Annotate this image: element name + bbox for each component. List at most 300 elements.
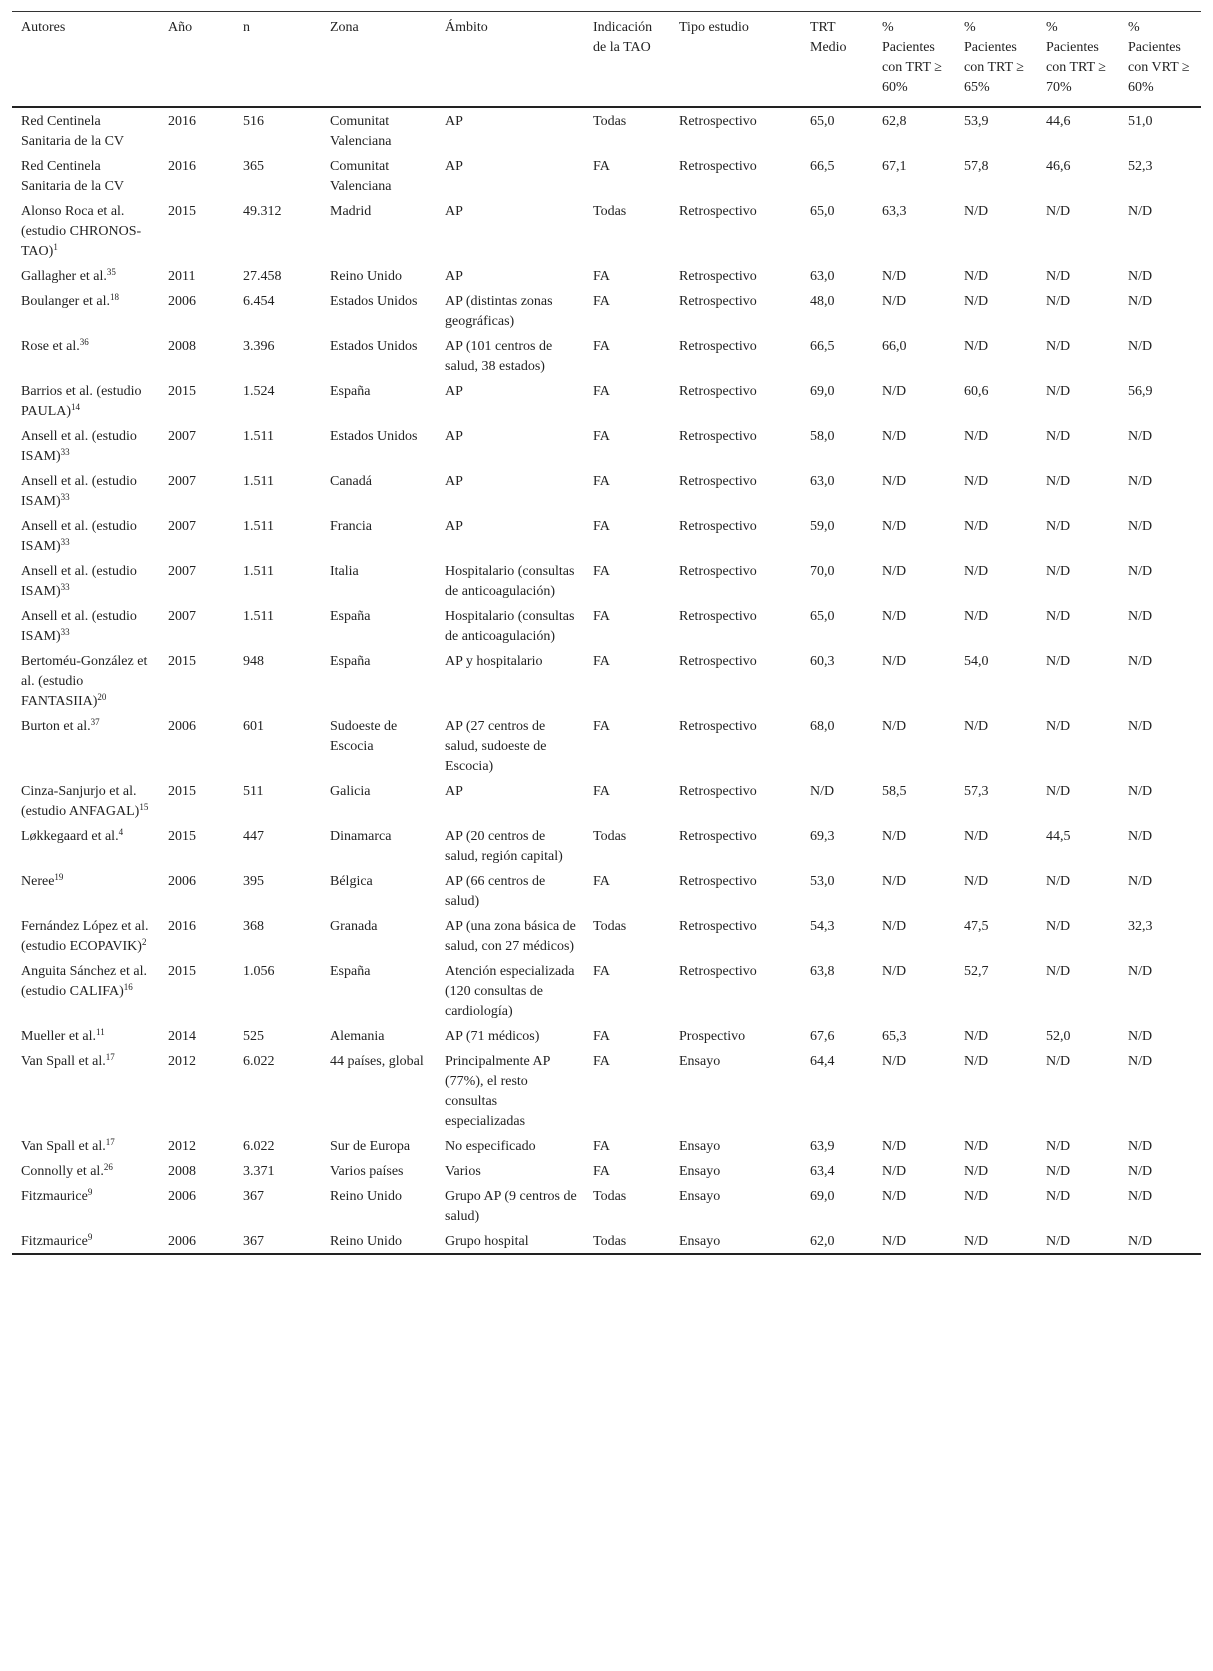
cell-trt60-text: N/D <box>882 294 907 309</box>
cell-ano <box>159 913 234 958</box>
cell-ano-text: 2015 <box>168 204 196 219</box>
cell-trt-text: 65,0 <box>810 114 835 129</box>
table-row <box>12 648 1201 713</box>
cell-vrt60-text: 56,9 <box>1128 384 1153 399</box>
cell-ambito <box>436 1228 584 1254</box>
cell-trt70-text: 52,0 <box>1046 1029 1071 1044</box>
cell-vrt60-text: N/D <box>1128 564 1153 579</box>
cell-ano <box>159 713 234 778</box>
cell-trt70 <box>1037 107 1119 153</box>
cell-ano-text: 2011 <box>168 269 196 284</box>
cell-trt65-text: N/D <box>964 519 989 534</box>
cell-n <box>234 198 321 263</box>
cell-n <box>234 558 321 603</box>
cell-ambito-text: AP (66 centros de salud) <box>445 874 546 909</box>
header-trt-medio: TRT Medio <box>810 20 847 55</box>
cell-vrt60 <box>1119 153 1201 198</box>
cell-indicacion-text: FA <box>593 1029 610 1044</box>
header-autores: Autores <box>21 20 66 35</box>
table-row <box>12 868 1201 913</box>
cell-trt70-text: N/D <box>1046 654 1071 669</box>
cell-vrt60 <box>1119 288 1201 333</box>
cell-autores <box>12 513 159 558</box>
cell-ano-text: 2006 <box>168 294 196 309</box>
cell-trt <box>801 198 873 263</box>
cell-n-text: 1.056 <box>243 964 275 979</box>
cell-vrt60-text: N/D <box>1128 269 1153 284</box>
cell-ambito <box>436 513 584 558</box>
cell-tipo-text: Ensayo <box>679 1189 721 1204</box>
cell-zona <box>321 603 436 648</box>
cell-trt70-text: N/D <box>1046 1139 1071 1154</box>
cell-tipo-text: Ensayo <box>679 1164 721 1179</box>
cell-trt70 <box>1037 468 1119 513</box>
cell-autores <box>12 958 159 1023</box>
cell-autores <box>12 1183 159 1228</box>
table-row <box>12 1228 1201 1254</box>
cell-trt65-text: N/D <box>964 1029 989 1044</box>
cell-autores-text: Bertoméu-González et al. (estudio FANTASIIA) <box>21 654 148 709</box>
cell-trt60 <box>873 713 955 778</box>
cell-trt70-text: N/D <box>1046 339 1071 354</box>
cell-vrt60-text: N/D <box>1128 519 1153 534</box>
cell-autores-text: Fitzmaurice <box>21 1189 88 1204</box>
cell-trt <box>801 333 873 378</box>
cell-autores-text: Connolly et al. <box>21 1164 104 1179</box>
cell-indicacion-text: FA <box>593 474 610 489</box>
cell-indicacion-text: FA <box>593 1054 610 1069</box>
cell-autores-text: Ansell et al. (estudio ISAM) <box>21 564 137 599</box>
cell-ano-text: 2006 <box>168 719 196 734</box>
cell-indicacion-text: FA <box>593 294 610 309</box>
cell-trt65-text: N/D <box>964 719 989 734</box>
cell-vrt60-text: N/D <box>1128 1164 1153 1179</box>
cell-indicacion-text: Todas <box>593 919 627 934</box>
cell-trt60-text: 66,0 <box>882 339 907 354</box>
cell-tipo <box>670 958 801 1023</box>
cell-trt <box>801 603 873 648</box>
cell-n <box>234 1048 321 1133</box>
cell-indicacion-text: FA <box>593 339 610 354</box>
cell-trt-text: 65,0 <box>810 609 835 624</box>
cell-tipo <box>670 288 801 333</box>
cell-ambito <box>436 288 584 333</box>
cell-trt <box>801 263 873 288</box>
cell-tipo <box>670 1023 801 1048</box>
cell-ano <box>159 198 234 263</box>
reference-number: 14 <box>71 402 81 412</box>
cell-n-text: 1.511 <box>243 519 274 534</box>
cell-trt65-text: 54,0 <box>964 654 989 669</box>
cell-vrt60 <box>1119 1133 1201 1158</box>
cell-autores-text: Ansell et al. (estudio ISAM) <box>21 519 137 554</box>
cell-indicacion <box>584 288 670 333</box>
reference-number: 33 <box>60 627 70 637</box>
cell-ambito-text: AP <box>445 429 463 444</box>
cell-autores-text: Fernández López et al. (estudio ECOPAVIK) <box>21 919 149 954</box>
cell-indicacion-text: FA <box>593 564 610 579</box>
cell-autores <box>12 107 159 153</box>
cell-trt65 <box>955 423 1037 468</box>
cell-ano <box>159 1228 234 1254</box>
cell-trt70 <box>1037 1133 1119 1158</box>
cell-ano-text: 2007 <box>168 474 196 489</box>
cell-trt-text: 69,0 <box>810 384 835 399</box>
cell-trt60 <box>873 1023 955 1048</box>
cell-n-text: 1.511 <box>243 564 274 579</box>
cell-n-text: 601 <box>243 719 264 734</box>
reference-number: 11 <box>96 1027 105 1037</box>
cell-autores-text: Fitzmaurice <box>21 1234 88 1249</box>
cell-zona-text: Estados Unidos <box>330 339 418 354</box>
cell-autores <box>12 198 159 263</box>
cell-trt65-text: 57,8 <box>964 159 989 174</box>
cell-trt65 <box>955 107 1037 153</box>
cell-indicacion-text: FA <box>593 609 610 624</box>
cell-vrt60-text: N/D <box>1128 1234 1153 1249</box>
cell-trt <box>801 107 873 153</box>
reference-number: 9 <box>87 1232 93 1242</box>
table-row <box>12 913 1201 958</box>
cell-ano-text: 2008 <box>168 339 196 354</box>
cell-trt60-text: N/D <box>882 719 907 734</box>
cell-n-text: 1.524 <box>243 384 275 399</box>
cell-n <box>234 333 321 378</box>
cell-ano-text: 2012 <box>168 1139 196 1154</box>
cell-n <box>234 263 321 288</box>
cell-trt65-text: N/D <box>964 1054 989 1069</box>
cell-trt60 <box>873 1133 955 1158</box>
cell-trt70-text: N/D <box>1046 874 1071 889</box>
cell-n <box>234 288 321 333</box>
cell-zona-text: Reino Unido <box>330 269 402 284</box>
cell-trt-text: 69,0 <box>810 1189 835 1204</box>
cell-trt60 <box>873 263 955 288</box>
cell-zona <box>321 198 436 263</box>
cell-indicacion <box>584 1183 670 1228</box>
cell-tipo-text: Retrospectivo <box>679 114 757 129</box>
cell-autores <box>12 823 159 868</box>
cell-trt70-text: N/D <box>1046 1164 1071 1179</box>
cell-tipo <box>670 1048 801 1133</box>
cell-trt65-text: N/D <box>964 564 989 579</box>
cell-trt60 <box>873 823 955 868</box>
cell-trt-text: 63,4 <box>810 1164 835 1179</box>
cell-tipo-text: Ensayo <box>679 1054 721 1069</box>
cell-trt <box>801 1158 873 1183</box>
cell-zona <box>321 1183 436 1228</box>
cell-trt60-text: N/D <box>882 1054 907 1069</box>
cell-zona-text: España <box>330 964 371 979</box>
cell-zona-text: España <box>330 384 371 399</box>
table-row <box>12 1158 1201 1183</box>
cell-zona <box>321 648 436 713</box>
cell-trt65-text: N/D <box>964 829 989 844</box>
cell-trt65 <box>955 198 1037 263</box>
cell-vrt60 <box>1119 823 1201 868</box>
cell-tipo <box>670 868 801 913</box>
cell-tipo-text: Retrospectivo <box>679 384 757 399</box>
cell-tipo-text: Retrospectivo <box>679 719 757 734</box>
cell-n <box>234 423 321 468</box>
cell-tipo <box>670 153 801 198</box>
cell-autores <box>12 288 159 333</box>
cell-tipo <box>670 333 801 378</box>
cell-trt65 <box>955 333 1037 378</box>
table-row <box>12 1048 1201 1133</box>
cell-ambito <box>436 958 584 1023</box>
cell-zona <box>321 468 436 513</box>
cell-vrt60-text: N/D <box>1128 339 1153 354</box>
cell-autores <box>12 603 159 648</box>
cell-trt60-text: N/D <box>882 964 907 979</box>
cell-autores-text: Cinza-Sanjurjo et al. (estudio ANFAGAL) <box>21 784 140 819</box>
cell-indicacion <box>584 468 670 513</box>
cell-ambito-text: AP (20 centros de salud, región capital) <box>445 829 563 864</box>
cell-trt60 <box>873 378 955 423</box>
cell-trt60-text: N/D <box>882 429 907 444</box>
cell-trt60-text: N/D <box>882 1234 907 1249</box>
cell-vrt60-text: N/D <box>1128 964 1153 979</box>
cell-ambito-text: Hospitalario (consultas de anticoagulación) <box>445 609 575 644</box>
cell-trt60-text: 62,8 <box>882 114 907 129</box>
cell-ano <box>159 333 234 378</box>
cell-n <box>234 958 321 1023</box>
cell-trt60 <box>873 423 955 468</box>
cell-trt65 <box>955 558 1037 603</box>
cell-vrt60-text: N/D <box>1128 874 1153 889</box>
cell-zona-text: 44 países, global <box>330 1054 424 1069</box>
cell-trt60-text: N/D <box>882 564 907 579</box>
cell-trt <box>801 1048 873 1133</box>
cell-trt65 <box>955 868 1037 913</box>
cell-indicacion-text: FA <box>593 1139 610 1154</box>
cell-n <box>234 603 321 648</box>
cell-trt65-text: N/D <box>964 1189 989 1204</box>
cell-trt65-text: N/D <box>964 294 989 309</box>
cell-tipo <box>670 1183 801 1228</box>
header-zona: Zona <box>330 20 359 35</box>
cell-ano <box>159 648 234 713</box>
cell-vrt60-text: N/D <box>1128 784 1153 799</box>
cell-zona-text: Alemania <box>330 1029 385 1044</box>
cell-vrt60-text: N/D <box>1128 654 1153 669</box>
cell-n <box>234 713 321 778</box>
cell-tipo-text: Retrospectivo <box>679 874 757 889</box>
cell-trt <box>801 153 873 198</box>
reference-number: 33 <box>60 537 70 547</box>
cell-ambito-text: Grupo hospital <box>445 1234 529 1249</box>
cell-trt-text: 63,8 <box>810 964 835 979</box>
cell-trt65 <box>955 713 1037 778</box>
cell-vrt60-text: N/D <box>1128 429 1153 444</box>
cell-zona-text: Sur de Europa <box>330 1139 411 1154</box>
cell-tipo-text: Retrospectivo <box>679 919 757 934</box>
cell-autores-text: Ansell et al. (estudio ISAM) <box>21 609 137 644</box>
cell-ano-text: 2015 <box>168 829 196 844</box>
cell-indicacion <box>584 1228 670 1254</box>
cell-trt-text: 66,5 <box>810 339 835 354</box>
cell-ano <box>159 468 234 513</box>
cell-autores-text: Ansell et al. (estudio ISAM) <box>21 474 137 509</box>
cell-indicacion <box>584 778 670 823</box>
cell-ano <box>159 153 234 198</box>
cell-indicacion-text: Todas <box>593 1189 627 1204</box>
cell-indicacion-text: Todas <box>593 114 627 129</box>
cell-zona <box>321 423 436 468</box>
cell-vrt60-text: N/D <box>1128 1189 1153 1204</box>
cell-ambito-text: AP <box>445 784 463 799</box>
cell-trt <box>801 423 873 468</box>
cell-autores-text: Rose et al. <box>21 339 80 354</box>
cell-vrt60 <box>1119 423 1201 468</box>
cell-trt-text: 62,0 <box>810 1234 835 1249</box>
cell-trt <box>801 1133 873 1158</box>
cell-zona <box>321 1228 436 1254</box>
cell-trt65 <box>955 1158 1037 1183</box>
cell-autores-text: Alonso Roca et al. (estudio CHRONOS-TAO) <box>21 204 142 259</box>
cell-ambito <box>436 333 584 378</box>
cell-trt60-text: N/D <box>882 609 907 624</box>
cell-indicacion-text: FA <box>593 269 610 284</box>
cell-trt65 <box>955 603 1037 648</box>
cell-trt60 <box>873 468 955 513</box>
cell-tipo-text: Ensayo <box>679 1139 721 1154</box>
cell-trt-text: 53,0 <box>810 874 835 889</box>
cell-vrt60-text: 32,3 <box>1128 919 1153 934</box>
cell-trt65 <box>955 1023 1037 1048</box>
table-row <box>12 603 1201 648</box>
cell-trt-text: 70,0 <box>810 564 835 579</box>
cell-trt <box>801 1228 873 1254</box>
cell-trt70 <box>1037 713 1119 778</box>
cell-indicacion <box>584 1133 670 1158</box>
cell-trt70-text: N/D <box>1046 474 1071 489</box>
cell-trt65 <box>955 778 1037 823</box>
cell-trt60 <box>873 107 955 153</box>
cell-vrt60-text: N/D <box>1128 1139 1153 1154</box>
cell-trt <box>801 958 873 1023</box>
cell-vrt60 <box>1119 333 1201 378</box>
cell-tipo-text: Prospectivo <box>679 1029 746 1044</box>
cell-trt <box>801 468 873 513</box>
cell-vrt60 <box>1119 378 1201 423</box>
cell-n-text: 365 <box>243 159 264 174</box>
cell-trt60 <box>873 153 955 198</box>
cell-tipo-text: Retrospectivo <box>679 269 757 284</box>
cell-trt60 <box>873 778 955 823</box>
cell-ambito <box>436 423 584 468</box>
cell-trt-text: 69,3 <box>810 829 835 844</box>
cell-ambito <box>436 713 584 778</box>
cell-tipo <box>670 603 801 648</box>
cell-ano-text: 2007 <box>168 519 196 534</box>
cell-tipo <box>670 913 801 958</box>
cell-zona <box>321 1023 436 1048</box>
cell-n <box>234 378 321 423</box>
cell-zona-text: Comunitat Valenciana <box>330 159 392 194</box>
cell-ano <box>159 1183 234 1228</box>
cell-autores-text: Red Centinela Sanitaria de la CV <box>21 159 125 194</box>
cell-trt60 <box>873 333 955 378</box>
table-row <box>12 263 1201 288</box>
cell-tipo <box>670 558 801 603</box>
cell-ambito-text: AP <box>445 269 463 284</box>
studies-table <box>12 11 1201 1255</box>
cell-autores <box>12 868 159 913</box>
cell-trt70-text: N/D <box>1046 609 1071 624</box>
cell-trt65-text: N/D <box>964 429 989 444</box>
cell-ambito-text: AP <box>445 159 463 174</box>
cell-trt <box>801 913 873 958</box>
cell-autores-text: Burton et al. <box>21 719 91 734</box>
cell-ano <box>159 868 234 913</box>
cell-zona-text: España <box>330 609 371 624</box>
cell-trt-text: 58,0 <box>810 429 835 444</box>
cell-trt <box>801 713 873 778</box>
cell-trt70 <box>1037 1023 1119 1048</box>
cell-indicacion <box>584 333 670 378</box>
cell-autores <box>12 648 159 713</box>
cell-n <box>234 1228 321 1254</box>
cell-trt60-text: N/D <box>882 269 907 284</box>
cell-ano-text: 2016 <box>168 919 196 934</box>
cell-tipo <box>670 378 801 423</box>
cell-indicacion-text: Todas <box>593 1234 627 1249</box>
reference-number: 33 <box>60 447 70 457</box>
cell-trt70 <box>1037 648 1119 713</box>
cell-trt <box>801 378 873 423</box>
cell-trt70 <box>1037 1158 1119 1183</box>
cell-trt <box>801 823 873 868</box>
cell-tipo <box>670 468 801 513</box>
header-trt-70: % Pacientes con TRT ≥ 70% <box>1046 20 1106 95</box>
cell-trt <box>801 558 873 603</box>
cell-trt70 <box>1037 513 1119 558</box>
cell-autores-text: Gallagher et al. <box>21 269 107 284</box>
cell-ano <box>159 107 234 153</box>
cell-trt60-text: N/D <box>882 519 907 534</box>
cell-zona-text: Varios países <box>330 1164 404 1179</box>
cell-ambito <box>436 1023 584 1048</box>
cell-trt65-text: N/D <box>964 874 989 889</box>
cell-trt65 <box>955 513 1037 558</box>
cell-n-text: 525 <box>243 1029 264 1044</box>
cell-ano-text: 2007 <box>168 564 196 579</box>
cell-vrt60-text: N/D <box>1128 829 1153 844</box>
cell-vrt60 <box>1119 1158 1201 1183</box>
cell-ambito-text: Hospitalario (consultas de anticoagulación) <box>445 564 575 599</box>
cell-trt70-text: N/D <box>1046 269 1071 284</box>
cell-trt <box>801 288 873 333</box>
cell-tipo <box>670 513 801 558</box>
cell-vrt60 <box>1119 713 1201 778</box>
cell-indicacion <box>584 263 670 288</box>
cell-zona <box>321 333 436 378</box>
cell-trt60 <box>873 1048 955 1133</box>
cell-autores-text: Anguita Sánchez et al. (estudio CALIFA) <box>21 964 147 999</box>
cell-ano-text: 2012 <box>168 1054 196 1069</box>
table-row <box>12 333 1201 378</box>
cell-tipo-text: Ensayo <box>679 1234 721 1249</box>
cell-zona <box>321 713 436 778</box>
cell-trt60 <box>873 513 955 558</box>
cell-ambito-text: AP (71 médicos) <box>445 1029 540 1044</box>
cell-trt65 <box>955 1048 1037 1133</box>
cell-vrt60 <box>1119 1228 1201 1254</box>
cell-vrt60 <box>1119 958 1201 1023</box>
cell-ano <box>159 288 234 333</box>
